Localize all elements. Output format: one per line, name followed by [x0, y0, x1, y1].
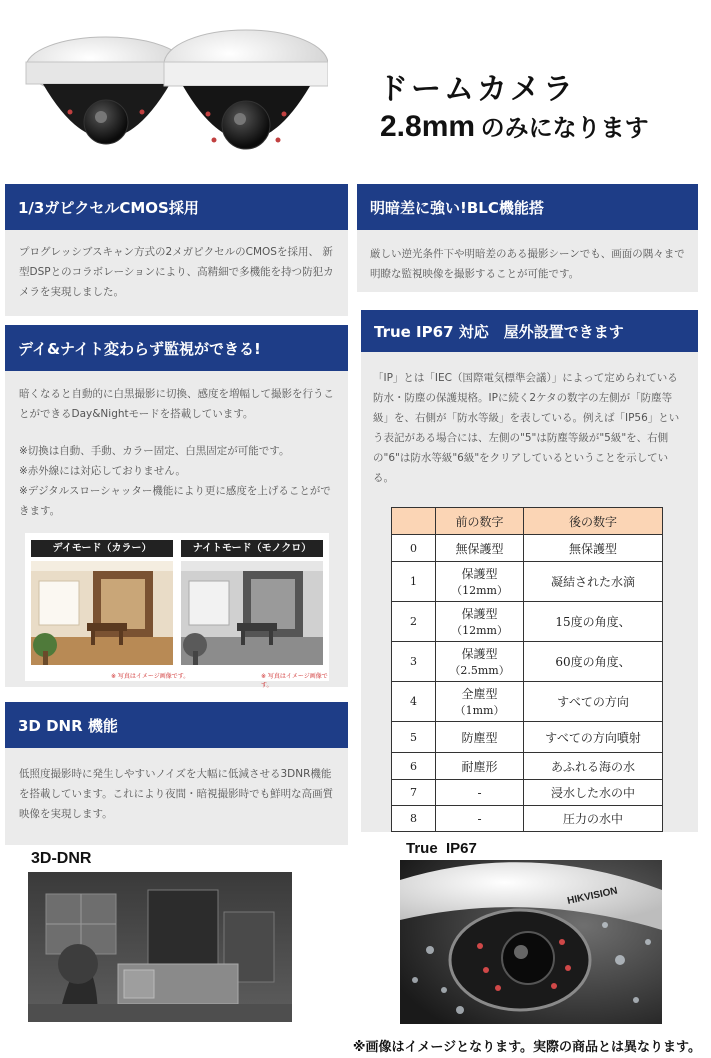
- row-number: 4: [392, 682, 436, 722]
- front-cell: -: [436, 780, 524, 806]
- table-header-blank: [392, 508, 436, 535]
- table-row: [392, 535, 663, 562]
- front-cell: 防塵型: [436, 722, 524, 753]
- table-row: [392, 602, 663, 642]
- table-header-front: 前の数字: [436, 508, 524, 535]
- cmos-heading: 1/3ガピクセルCMOS採用: [5, 184, 348, 230]
- night-mode-label: ナイトモード（モノクロ）: [181, 540, 323, 557]
- table-row: [392, 642, 663, 682]
- dnr-photo-label: 3D-DNR: [31, 850, 92, 867]
- back-cell: すべての方向噴射: [524, 722, 663, 753]
- lens-size: [380, 108, 649, 144]
- front-size: （2.5mm）: [449, 664, 510, 677]
- back-cell: あふれる海の水: [524, 753, 663, 780]
- row-number: 5: [392, 722, 436, 753]
- row-number: 2: [392, 602, 436, 642]
- table-header-back: 後の数字: [524, 508, 663, 535]
- back-cell: 無保護型: [524, 535, 663, 562]
- row-number: 7: [392, 780, 436, 806]
- table-row: [392, 722, 663, 753]
- day-mode-photo: [31, 561, 173, 665]
- front-cell: [436, 602, 524, 642]
- back-cell: 60度の角度、: [524, 642, 663, 682]
- front-type: 全塵型: [461, 687, 498, 701]
- daynight-images: [25, 533, 329, 689]
- table-row: [392, 806, 663, 832]
- night-mode-photo: [181, 561, 323, 665]
- blc-text: 厳しい逆光条件下や明暗差のある撮影シーンでも、画面の隅々まで明瞭な監視映像を撮影することが可能です。: [370, 248, 685, 280]
- cmos-text: プログレッシブスキャン方式の2メガピクセルのCMOSを採用、 新型DSPとのコラボレーションにより、高精細で多機能を持つ防犯カメラを実現しました。: [19, 246, 334, 298]
- blc-heading: 明暗差に強い!BLC機能搭: [357, 184, 698, 230]
- row-number: 6: [392, 753, 436, 780]
- back-cell: 凝結された水滴: [524, 562, 663, 602]
- back-cell: 圧力の水中: [524, 806, 663, 832]
- row-number: 8: [392, 806, 436, 832]
- lens-size-value: 2.8mm: [380, 110, 476, 143]
- front-size: （12mm）: [451, 624, 508, 637]
- front-type: 保護型: [461, 647, 498, 661]
- daynight-note-2: ※赤外線には対応しておりません。: [19, 465, 186, 477]
- dome-camera-image: [18, 22, 328, 182]
- back-cell: 15度の角度、: [524, 602, 663, 642]
- front-cell: [436, 562, 524, 602]
- row-number: 3: [392, 642, 436, 682]
- table-row: [392, 562, 663, 602]
- front-cell: [436, 642, 524, 682]
- footer-note: ※画像はイメージとなります。実際の商品とは異なります。: [352, 1040, 701, 1055]
- front-cell: 無保護型: [436, 535, 524, 562]
- dnr-night-photo: [28, 872, 292, 1022]
- daynight-text: 暗くなると自動的に白黒撮影に切換、感度を増幅して撮影を行うことができるDay&Nightモードを搭載しています。: [19, 388, 334, 420]
- row-number: 1: [392, 562, 436, 602]
- front-type: 保護型: [461, 607, 498, 621]
- ip67-rain-photo: [400, 860, 662, 1024]
- front-type: 保護型: [461, 567, 498, 581]
- brand-logo: HIKVISION: [566, 885, 619, 907]
- page-title: ドームカメラ: [378, 72, 576, 107]
- table-row: [392, 753, 663, 780]
- front-cell: -: [436, 806, 524, 832]
- front-cell: [436, 682, 524, 722]
- ip67-heading: True IP67 対応 屋外設置できます: [361, 310, 698, 352]
- table-header-row: [392, 508, 663, 535]
- night-image-note: ※ 写真はイメージ画像です。: [261, 673, 328, 689]
- daynight-note-3: ※デジタルスローシャッター機能により更に感度を上げることができます。: [19, 485, 331, 517]
- ip67-photo-label: True IP67: [406, 840, 477, 857]
- dnr-heading: 3D DNR 機能: [5, 702, 348, 748]
- table-row: [392, 780, 663, 806]
- ip-rating-table: [391, 507, 663, 832]
- back-cell: 浸水した水の中: [524, 780, 663, 806]
- daynight-heading: デイ&ナイト変わらず監視ができる!: [5, 325, 348, 371]
- front-size: （12mm）: [451, 584, 508, 597]
- back-cell: すべての方向: [524, 682, 663, 722]
- dnr-text: 低照度撮影時に発生しやすいノイズを大幅に低減させる3DNR機能を搭載しています。これにより夜間・暗視撮影時でも鮮明な高画質映像を実現します。: [19, 768, 334, 820]
- day-mode-label: デイモード（カラー）: [31, 540, 173, 557]
- day-image-note: ※ 写真はイメージ画像です。: [111, 673, 190, 680]
- front-size: （1mm）: [454, 704, 505, 717]
- table-row: [392, 682, 663, 722]
- lens-size-suffix: のみになります: [480, 114, 649, 142]
- row-number: 0: [392, 535, 436, 562]
- ip67-text: 「IP」とは「IEC（国際電気標準会議）」によって定められている防水・防塵の保護規格。IPに続く2ケタの数字の左側が「防塵等級」を、右側が「防水等級」を表している。例えば「IP56」という表記がある場合には、左側の"5"は防塵等級が"5級"を、右側の"6"は防水等級"6級"をクリアしているということを示している。: [373, 372, 680, 484]
- daynight-note-1: ※切換は自動、手動、カラー固定、白黒固定が可能です。: [19, 445, 290, 457]
- front-cell: 耐塵形: [436, 753, 524, 780]
